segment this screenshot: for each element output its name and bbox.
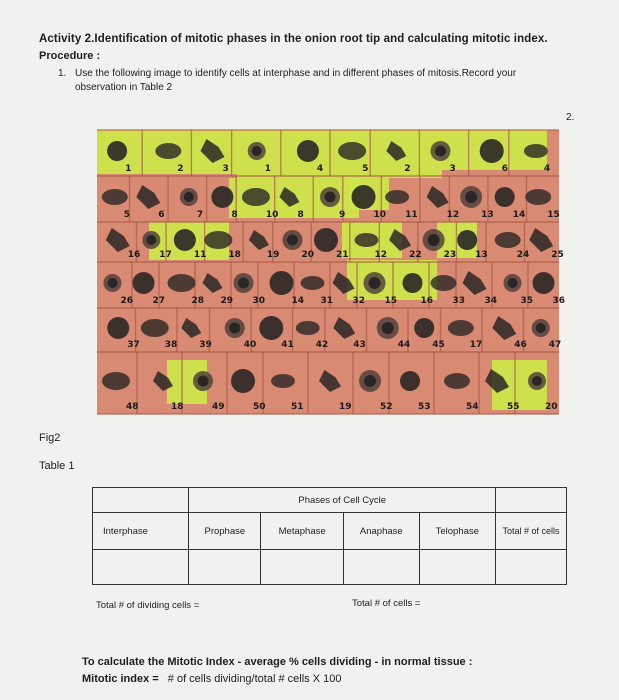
- cell-number-label: 5: [362, 164, 369, 174]
- cell-number-label: 16: [127, 250, 141, 260]
- nucleolus: [435, 146, 446, 157]
- cell-number-label: 4: [543, 164, 551, 174]
- figure-caption: Fig2: [39, 432, 61, 444]
- nucleus: [385, 190, 409, 204]
- nucleus: [271, 374, 295, 388]
- nucleus: [533, 272, 555, 294]
- procedure-heading: Procedure :: [39, 50, 101, 62]
- cell-number-label: 2: [177, 164, 184, 174]
- input-total-cells[interactable]: [496, 550, 567, 585]
- nucleolus: [184, 192, 194, 202]
- cell-number-label: 20: [545, 402, 558, 412]
- nucleus: [174, 229, 196, 251]
- nucleus: [296, 321, 320, 335]
- nucleolus: [198, 376, 209, 387]
- step-text-line2: observation in Table 2: [75, 82, 173, 93]
- cell-number-label: 23: [443, 250, 457, 260]
- cell-number-label: 32: [352, 296, 366, 306]
- nucleus: [107, 141, 127, 161]
- cell-number-label: 36: [552, 296, 566, 306]
- table-empty-top-right: [496, 488, 567, 513]
- cell-number-label: 31: [320, 296, 334, 306]
- cell-number-label: 17: [159, 250, 172, 260]
- cell-number-label: 10: [265, 210, 279, 220]
- nucleus: [457, 230, 477, 250]
- cell-number-label: 33: [452, 296, 466, 306]
- mitotic-index-formula: [82, 673, 341, 685]
- nucleolus: [465, 191, 477, 203]
- cell-number-label: 42: [315, 340, 329, 350]
- cell-number-label: 19: [339, 402, 352, 412]
- cell-number-label: 3: [222, 164, 229, 174]
- nucleolus: [252, 146, 262, 156]
- cell-number-label: 13: [481, 210, 494, 220]
- cell-number-label: 47: [548, 340, 562, 350]
- group-header: Phases of Cell Cycle: [189, 488, 496, 513]
- cell-number-label: 16: [420, 296, 434, 306]
- cell-number-label: 52: [380, 402, 393, 412]
- cell-number-label: 53: [418, 402, 431, 412]
- nucleolus: [364, 375, 376, 387]
- input-anaphase[interactable]: [344, 550, 420, 585]
- nucleus: [204, 231, 232, 249]
- cell-number-label: 13: [475, 250, 488, 260]
- cell-number-label: 11: [193, 250, 207, 260]
- nucleus: [301, 276, 325, 290]
- nucleus: [231, 369, 255, 393]
- cell-number-label: 50: [253, 402, 266, 412]
- nucleolus: [229, 323, 240, 334]
- nucleus: [107, 317, 129, 339]
- cell-number-label: 26: [120, 296, 134, 306]
- cell-number-label: 35: [520, 296, 534, 306]
- cell-number-label: 15: [547, 210, 560, 220]
- nucleolus: [536, 323, 546, 333]
- input-metaphase[interactable]: [261, 550, 344, 585]
- nucleus: [414, 318, 434, 338]
- cell-number-label: 49: [212, 402, 225, 412]
- cell-number-label: 54: [466, 402, 479, 412]
- cell-number-label: 43: [353, 340, 366, 350]
- cell-number-label: 1: [125, 164, 132, 174]
- nucleus: [102, 372, 130, 390]
- cell-number-label: 6: [501, 164, 508, 174]
- cell-number-label: 48: [126, 402, 139, 412]
- cell-number-label: 37: [127, 340, 140, 350]
- col-anaphase: Anaphase: [344, 513, 420, 550]
- total-dividing-label: Total # of dividing cells =: [96, 600, 200, 611]
- nucleolus: [287, 235, 298, 246]
- cell-number-label: 29: [220, 296, 234, 306]
- cell-number-label: 24: [516, 250, 530, 260]
- nucleus: [480, 139, 504, 163]
- cell-number-label: 14: [512, 210, 526, 220]
- cell-number-label: 4: [316, 164, 324, 174]
- cell-number-label: 3: [449, 164, 456, 174]
- col-prophase: Prophase: [189, 513, 261, 550]
- nucleus: [168, 274, 196, 292]
- nucleus: [314, 228, 338, 252]
- nucleolus: [146, 235, 156, 245]
- nucleolus: [238, 278, 249, 289]
- nucleus: [352, 185, 376, 209]
- cell-number-label: 8: [297, 210, 304, 220]
- nucleus: [270, 271, 294, 295]
- nucleus: [211, 186, 233, 208]
- cell-number-label: 22: [409, 250, 422, 260]
- cell-number-label: 55: [507, 402, 520, 412]
- nucleus: [524, 144, 548, 158]
- cell-number-label: 12: [446, 210, 460, 220]
- cell-number-label: 39: [199, 340, 212, 350]
- page-number: 2.: [566, 112, 575, 123]
- nucleus: [297, 140, 319, 162]
- cell-number-label: 15: [384, 296, 398, 306]
- nucleolus: [325, 192, 336, 203]
- cell-number-label: 34: [484, 296, 498, 306]
- cell-number-label: 5: [123, 210, 131, 220]
- cell-number-label: 20: [301, 250, 314, 260]
- highlighted-cell-region: [347, 260, 437, 300]
- cell-number-label: 19: [266, 250, 280, 260]
- nucleus: [431, 275, 457, 291]
- cell-number-label: 45: [432, 340, 445, 350]
- cell-number-label: 21: [336, 250, 349, 260]
- mitotic-index-expression: # of cells dividing/total # cells X 100: [167, 673, 342, 685]
- nucleus: [133, 272, 155, 294]
- nucleus: [448, 320, 474, 336]
- nucleus: [141, 319, 169, 337]
- nucleus: [242, 188, 270, 206]
- cell-number-label: 38: [164, 340, 178, 350]
- cell-number-label: 14: [291, 296, 305, 306]
- cell-number-label: 1: [264, 164, 271, 174]
- cell-number-label: 9: [339, 210, 346, 220]
- cell-number-label: 40: [243, 340, 257, 350]
- cell-number-label: 30: [252, 296, 266, 306]
- col-total-cells: Total # of cells: [496, 513, 567, 550]
- input-telophase[interactable]: [419, 550, 495, 585]
- cell-number-label: 12: [374, 250, 388, 260]
- cell-number-label: 7: [196, 210, 204, 220]
- cell-number-label: 11: [405, 210, 418, 220]
- nucleus: [525, 189, 551, 205]
- cell-number-label: 18: [228, 250, 241, 260]
- col-interphase: Interphase: [93, 513, 189, 550]
- onion-root-tip-micrograph: [97, 130, 566, 414]
- cell-number-label: 8: [231, 210, 238, 220]
- nucleolus: [428, 234, 440, 246]
- nucleus: [495, 232, 521, 248]
- cell-number-label: 17: [469, 340, 483, 350]
- col-metaphase: Metaphase: [261, 513, 344, 550]
- nucleolus: [382, 322, 394, 334]
- nucleolus: [369, 277, 381, 289]
- cell-number-label: 51: [291, 402, 304, 412]
- cell-number-label: 27: [152, 296, 166, 306]
- total-cells-label: Total # of cells =: [352, 598, 421, 609]
- nucleolus: [108, 278, 118, 288]
- cell-number-label: 18: [171, 402, 184, 412]
- cell-number-label: 41: [281, 340, 294, 350]
- nucleus: [403, 273, 423, 293]
- nucleus: [355, 233, 379, 247]
- cell-number-label: 44: [397, 340, 411, 350]
- table-empty-corner: [93, 488, 189, 513]
- cell-number-label: 6: [158, 210, 165, 220]
- cell-number-label: 10: [373, 210, 387, 220]
- nucleus: [495, 187, 515, 207]
- nucleus: [259, 316, 283, 340]
- nucleus: [155, 143, 181, 159]
- nucleus: [338, 142, 366, 160]
- col-telophase: Telophase: [419, 513, 495, 550]
- table-label: Table 1: [39, 460, 75, 472]
- nucleus: [444, 373, 470, 389]
- cell-number-label: 2: [404, 164, 411, 174]
- nucleus: [102, 189, 128, 205]
- step-number: 1.: [58, 68, 67, 79]
- mitotic-index-instruction: To calculate the Mitotic Index - average % cells dividing - in normal tissue :: [82, 656, 473, 668]
- step-text-line1: Use the following image to identify cells at interphase and in different phases of mitosis.Record your: [75, 68, 517, 79]
- activity-title: Activity 2.Identification of mitotic phases in the onion root tip and calculating mitotic index.: [39, 33, 548, 45]
- nucleolus: [508, 278, 518, 288]
- nucleus: [400, 371, 420, 391]
- input-interphase[interactable]: [93, 550, 189, 585]
- cell-number-label: 25: [551, 250, 564, 260]
- cell-number-label: 46: [514, 340, 527, 350]
- nucleolus: [532, 376, 542, 386]
- mitotic-index-label: Mitotic index =: [82, 673, 159, 685]
- phases-table: [92, 487, 567, 585]
- cell-number-label: 28: [191, 296, 205, 306]
- input-prophase[interactable]: [189, 550, 261, 585]
